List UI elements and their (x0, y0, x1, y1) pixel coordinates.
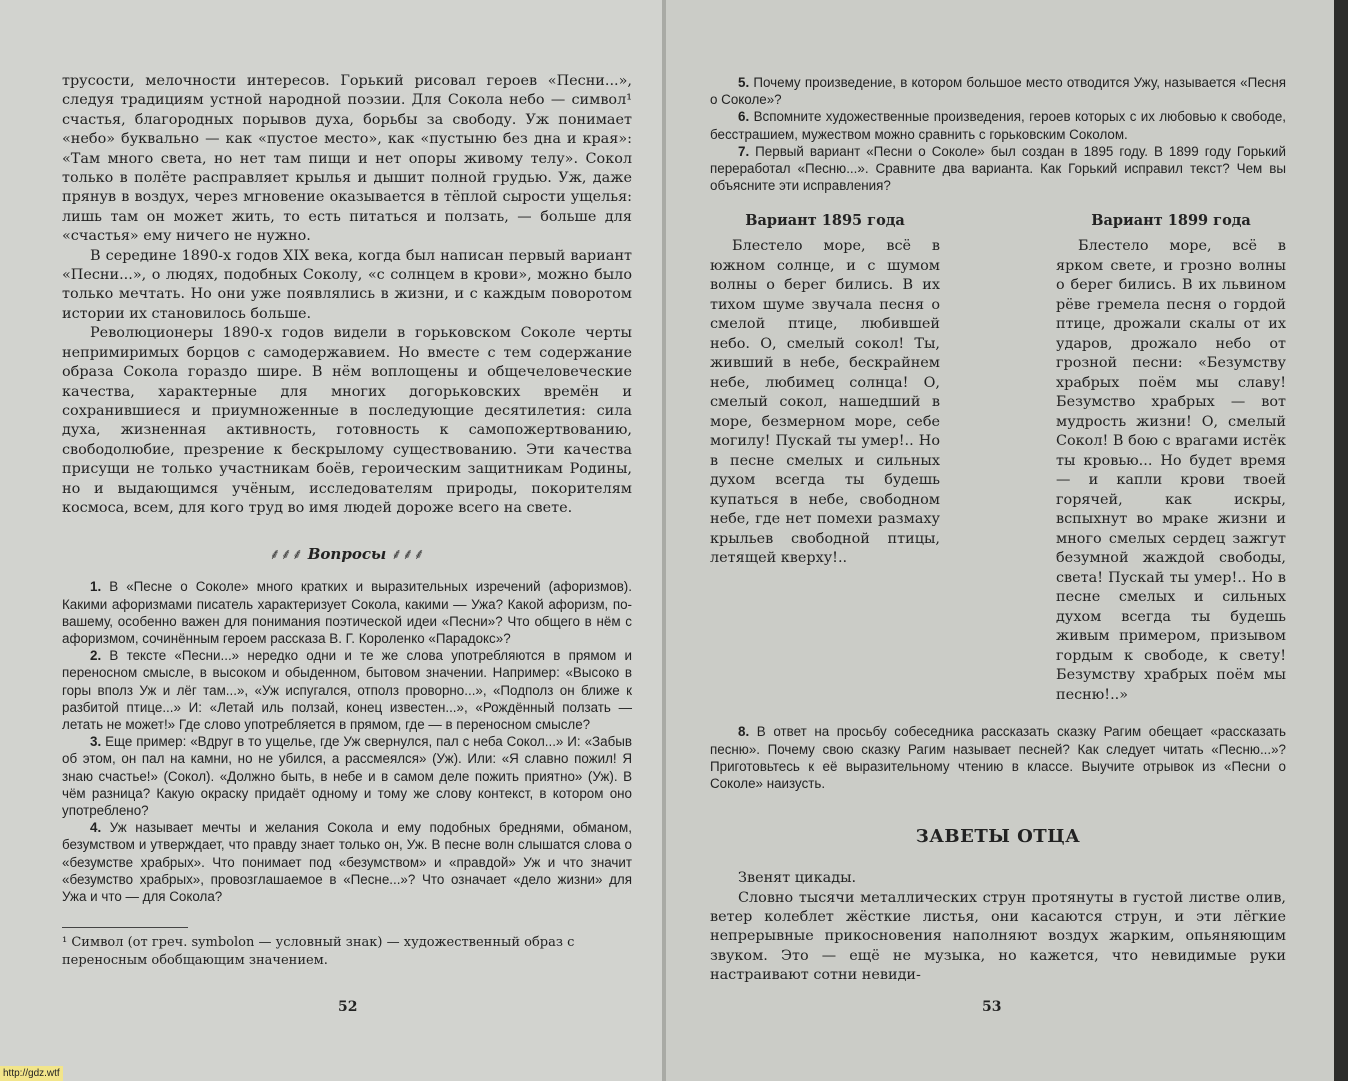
right-page (666, 0, 1348, 1081)
variant-1895-column (710, 212, 940, 705)
questions-heading: ⸙⸙⸙ Вопросы ⸙⸙⸙ (269, 545, 425, 564)
paragraph: трусости, мелочности интересов. Горький рисовал героев «Песни...», следуя традициям устной народной поэзии. Для Сокола небо — символ¹ счастья, благородных порывов духа, борьбы за свободу. Уж понимает «небо» буквально — как «пустое место», как «пустыню без дна и края»: «Там много света, но нет там пищи и нет опоры живому телу». Сокол только в полёте расправляет крылья и дышит полной грудью. Уж, даже прянув в воздух, через мгновение оказывается в тёплой сырости ущелья: лишь там он может жить, то есть питаться и ползать, — больше для «счастья» ему ничего не нужно. (62, 73, 632, 245)
page-number: 52 (338, 999, 358, 1015)
footnote-divider (62, 927, 188, 928)
question-item: 1. В «Песне о Соколе» много кратких и выразительных изречений (афоризмов). Какими афоризмами писатель характеризует Сокола, какими — Ужа? Какой афоризм, по-вашему, особенно важен для понимания поэтической идеи «Песни»? Что общего в нём с афоризмом, сочинённым героем рассказа В. Г. Короленко «Парадокс»? (62, 579, 632, 646)
question-8 (710, 723, 1286, 792)
variants-comparison (710, 212, 1286, 705)
variant-text: Блестело море, всё в южном солнце, и с шумом волны о берег бились. В их тихом шуме звучала песня о смелой птице, любившей небо. О, смелый сокол! Ты, живший в небе, бескрайнем небе, любимец солнца! О, смелый сокол, нашедший в море, безмерном море, себе могилу! Пускай ты умер!.. Но в песне смелых и сильных духом всегда ты будешь купаться в небе, свободном небе, где нет помехи размаху крыльев свободной птицы, летящей кверху!.. (710, 238, 940, 567)
variant-title: Вариант 1899 года (1091, 212, 1251, 230)
question-item: 2. В тексте «Песни...» нередко одни и те же слова употребляются в прямом и переносном смысле, в высоком и обыденном, бытовом значении. Например: «Высоко в горы вполз Уж и лёг там...», «Уж испугался, отполз проворно...», «Подполз он ближе к разбитой птице...» И: «Летай иль ползай, конец известен...», «Рождённый ползать — летать не может!» Где слово употребляется в прямом, где — в переносном смысле? (62, 648, 632, 732)
page-number: 53 (982, 999, 1002, 1015)
story-text (710, 869, 1286, 985)
paragraph: В середине 1890-х годов XIX века, когда был написан первый вариант «Песни...», о людях, подобных Соколу, «с солнцем в крови», можно было только мечтать. Но они уже появлялись в жизни, и с каждым поворотом истории их становилось больше. (62, 247, 632, 322)
left-page (0, 0, 664, 1081)
left-body-text (62, 72, 632, 518)
questions-list (710, 74, 1286, 194)
footnote: ¹ Символ (от греч. symbolon — условный знак) — художественный образ с переносным обобщающим значением. (62, 935, 575, 969)
question-item: 4. Уж называет мечты и желания Сокола и ему подобных бреднями, обманом, безумством и утверждает, что правду знает только он, Уж. В песне волн слышатся слова о «безумстве храбрых». Что понимает под «безумством» и «правдой» Уж и что значит «безумство храбрых», провозглашаемое в «Песне...»? Что означает «дело жизни» для Ужа и что — для Сокола? (62, 820, 632, 904)
watermark-link[interactable]: http://gdz.wtf (0, 1066, 63, 1081)
question-item: 5. Почему произведение, в котором большое место отводится Ужу, называется «Песня о Соколе»? (710, 75, 1286, 108)
book-edge (1334, 0, 1348, 1081)
question-item: 3. Еще пример: «Вдруг в то ущелье, где Уж свернулся, пал с неба Сокол...» И: «Забыв об этом, он пал на камни, но не убился, а рассмеялся» (Уж). Или: «Я славно пожил! Я знаю счастье!» (Сокол). «Должно быть, в небе и в самом деле пожить приятно» (Уж). В чём разница? Какую окраску придаёт одному и тому же слову контекст, в котором оно употреблено? (62, 734, 632, 818)
ornament-icon: ⸙⸙⸙ (386, 545, 425, 564)
paragraph: Звенят цикады. (738, 870, 857, 887)
paragraph: Революционеры 1890-х годов видели в горьковском Соколе черты непримиримых борцов с самодержавием. Но вместе с тем содержание образа Сокола гораздо шире. В нём воплощены и общечеловеческие качества, характерные для многих догорьковских времён и сохранившиеся и приумноженные в последующие десятилетия: сила духа, жизненная активность, готовность к самопожертвованию, свободолюбие, презрение к бескрылому существованию. Эти качества присущи не только участникам боёв, героическим защитникам Родины, но и выдающимся учёным, исследователям природы, покорителям космоса, всем, для кого труд во имя людей дороже всего на свете. (62, 325, 632, 516)
question-item: 8. В ответ на просьбу собеседника рассказать сказку Рагим обещает «рассказать песню». Почему свою сказку Рагим называет песней? Как следует читать «Песню...»? Приготовьтесь к её выразительному чтению в классе. Выучите отрывок из «Песни о Соколе» наизусть. (710, 724, 1286, 792)
ornament-icon: ⸙⸙⸙ (269, 545, 308, 564)
question-item: 7. Первый вариант «Песни о Соколе» был создан в 1895 году. В 1899 году Горький переработал «Песню...». Сравните два варианта. Как Горький исправил текст? Чем вы объясните эти исправления? (710, 143, 1286, 194)
question-item: 6. Вспомните художественные произведения, героев которых с их любовью к свободе, бесстрашием, мужеством можно сравнить с горьковским Соколом. (710, 109, 1286, 142)
story-title: ЗАВЕТЫ ОТЦА (915, 826, 1081, 848)
variant-text: Блестело море, всё в ярком свете, и грозно волны о берег бились. В их львином рёве гремела песня о гордой птице, дрожали скалы от их ударов, дрожало небо от грозной песни: «Безумству храбрых поём мы славу! Безумство храбрых — вот мудрость жизни! О, смелый Сокол! В бою с врагами истёк ты кровью... Но будет время — и капли крови твоей горячей, как искры, вспыхнут во мраке жизни и много смелых сердец зажгут безумной жаждой свободы, света! Пускай ты умер!.. Но в песне смелых и сильных духом всегда ты будешь живым примером, призывом гордым к свободе, к свету! Безумству храбрых поём мы песню!..» (1056, 238, 1286, 703)
variant-title: Вариант 1895 года (745, 212, 905, 230)
questions-list (62, 578, 632, 905)
variant-1899-column (1056, 212, 1286, 705)
paragraph: Словно тысячи металлических струн протянуты в густой листве олив, ветер колеблет жёсткие листья, они касаются струн, и эти лёгкие непрерывные прикосновения наполняют воздух жарким, опьяняющим звуком. Это — ещё не музыка, но кажется, что невидимые руки настраивают сотни невиди- (710, 889, 1286, 984)
